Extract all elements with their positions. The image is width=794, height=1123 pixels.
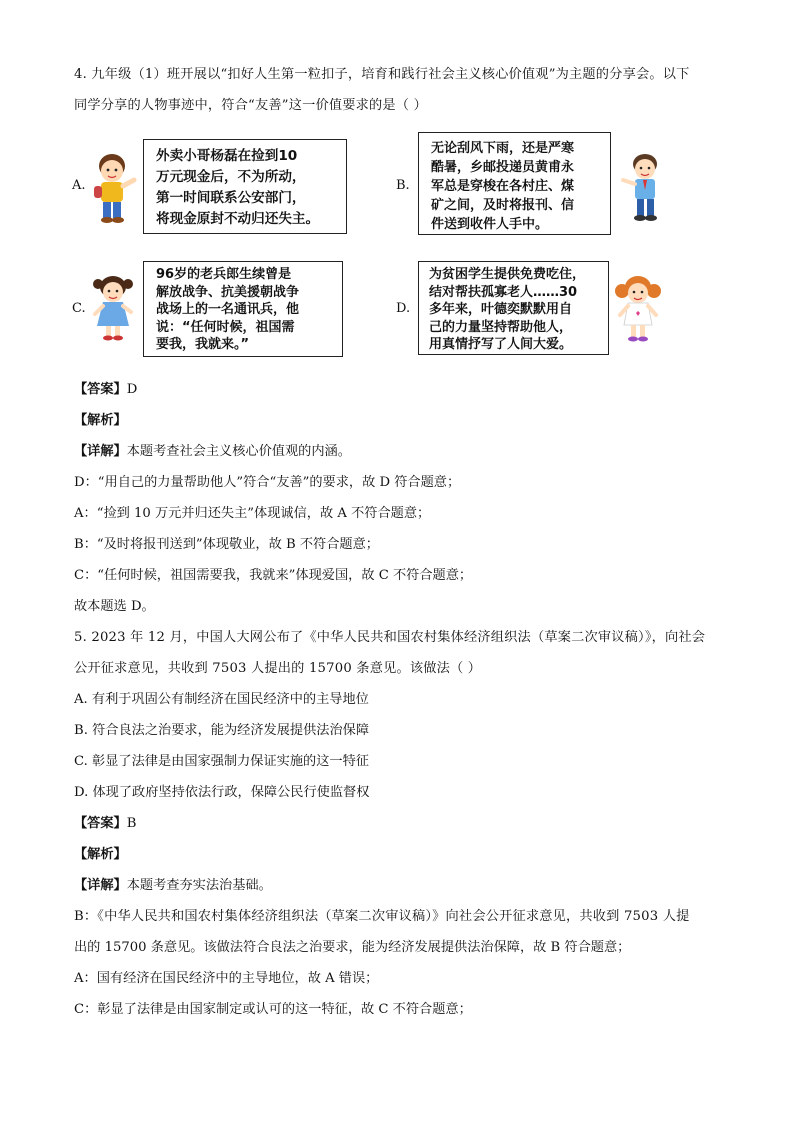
q4-option-a-text-4: 将现金原封不动归还失主。 <box>156 211 320 227</box>
q5-stem-line-2: 公开征求意见，共收到 7503 人提出的 15700 条意见。该做法（ ） <box>74 661 482 676</box>
q4-option-c-text-1: 96岁的老兵郎生续曾是 <box>156 267 292 282</box>
q5-option-d: D. 体现了政府坚持依法行政，保障公民行使监督权 <box>74 785 370 800</box>
q4-option-c-box <box>143 261 343 357</box>
q4-option-b-text-5: 件送到收件人手中。 <box>431 217 549 232</box>
q4-option-d-text-5: 用真情抒写了人间大爱。 <box>429 337 573 352</box>
q4-answer <box>74 381 137 399</box>
q4-option-d-text-3: 多年来，叶德奕默默用自 <box>429 302 573 317</box>
q4-option-a-box <box>143 139 347 234</box>
q5-answer-value: B <box>126 816 137 831</box>
q4-option-c-label: C. <box>72 301 86 316</box>
q4-option-a-text-1: 外卖小哥杨磊在捡到10 <box>156 148 298 164</box>
q4-stem-line-2: 同学分享的人物事迹中，符合“友善”这一价值要求的是（ ） <box>74 98 427 113</box>
boy-pointing-cartoon-icon <box>618 150 668 224</box>
q5-option-a: A. 有利于巩固公有制经济在国民经济中的主导地位 <box>74 692 369 707</box>
q4-option-b-label: B. <box>396 178 410 193</box>
q4-stem-line-1: 4. 九年级（1）班开展以“扣好人生第一粒扣子，培育和践行社会主义核心价值观”为主题的分享会。以下 <box>74 67 690 82</box>
q4-option-a-label: A. <box>72 178 86 193</box>
q4-detail-text: 本题考查社会主义核心价值观的内涵。 <box>126 444 351 459</box>
q4-analysis-line-1: D：“用自己的力量帮助他人”符合“友善”的要求，故 D 符合题意； <box>74 475 461 490</box>
q4-analysis-tag: 【解析】 <box>74 413 127 428</box>
q4-option-b-text-3: 军总是穿梭在各村庄、煤 <box>431 179 575 194</box>
q4-option-d-text-1: 为贫困学生提供免费吃住， <box>429 267 586 282</box>
q4-detail-tag: 【详解】 <box>74 444 127 459</box>
q5-option-c: C. 彰显了法律是由国家强制力保证实施的这一特征 <box>74 754 369 769</box>
q4-answer-value: D <box>126 382 138 397</box>
q4-option-d-text-2: 结对帮扶孤寡老人……30 <box>429 284 578 300</box>
q4-option-a-text-3: 第一时间联系公安部门， <box>156 190 306 206</box>
q4-analysis-line-3: B：“及时将报刊送到”体现敬业，故 B 不符合题意； <box>74 537 379 552</box>
q4-option-d-text-4: 己的力量坚持帮助他人， <box>429 319 573 335</box>
q4-analysis-line-2: A：“捡到 10 万元并归还失主”体现诚信，故 A 不符合题意； <box>74 506 431 521</box>
q5-answer-tag: 【答案】 <box>74 816 127 831</box>
q4-option-a-text-2: 万元现金后，不为所动， <box>156 169 306 185</box>
q5-analysis-line-3: A：国有经济在国民经济中的主导地位，故 A 错误； <box>74 971 379 986</box>
q4-analysis-line-5: 故本题选 D。 <box>74 599 155 614</box>
q4-option-d-box <box>418 261 609 355</box>
q5-analysis-line-4: C：彰显了法律是由国家制定或认可的这一特征，故 C 不符合题意； <box>74 1002 472 1017</box>
q4-option-c-text-5: 要我，我就来。” <box>156 337 250 352</box>
q4-option-b-box <box>418 132 611 235</box>
q5-detail-tag: 【详解】 <box>74 878 127 893</box>
boy-cartoon-icon <box>88 150 140 226</box>
q4-analysis-line-4: C：“任何时候，祖国需要我，我就来”体现爱国，故 C 不符合题意； <box>74 568 473 583</box>
q5-analysis-line-1: B：《中华人民共和国农村集体经济组织法（草案二次审议稿）》向社会公开征求意见，共收到 7503 人提 <box>74 909 690 924</box>
q4-answer-tag: 【答案】 <box>74 382 127 397</box>
q4-option-b-text-1: 无论刮风下雨，还是严寒 <box>431 141 575 156</box>
q5-analysis-line-2: 出的 15700 条意见。该做法符合良法之治要求，能为经济发展提供法治保障，故 B 符合题意； <box>74 940 631 955</box>
q4-option-b-text-2: 酷暑，乡邮投递员黄甫永 <box>431 160 575 175</box>
q5-option-b: B. 符合良法之治要求，能为经济发展提供法治保障 <box>74 723 370 738</box>
q4-detail <box>74 443 351 461</box>
q5-stem-line-1: 5. 2023 年 12 月，中国人大网公布了《中华人民共和国农村集体经济组织法（草案二次审议稿）》，向社会 <box>74 630 706 645</box>
q5-answer <box>74 815 136 833</box>
q4-option-b-text-4: 矿之间，及时将报刊、信 <box>431 198 575 213</box>
q4-option-c-text-2: 解放战争、抗美援朝战争 <box>156 284 300 300</box>
girl-pigtails-cartoon-icon <box>614 273 662 347</box>
q5-detail-text: 本题考查夯实法治基础。 <box>126 878 272 893</box>
q4-option-c-text-4: 说：“任何时候，祖国需 <box>156 319 295 335</box>
q5-analysis-tag: 【解析】 <box>74 847 127 862</box>
q4-option-d-label: D. <box>396 301 411 316</box>
q5-detail <box>74 877 272 895</box>
girl-cartoon-icon <box>88 272 138 344</box>
q4-option-c-text-3: 战场上的一名通讯兵，他 <box>156 302 300 317</box>
